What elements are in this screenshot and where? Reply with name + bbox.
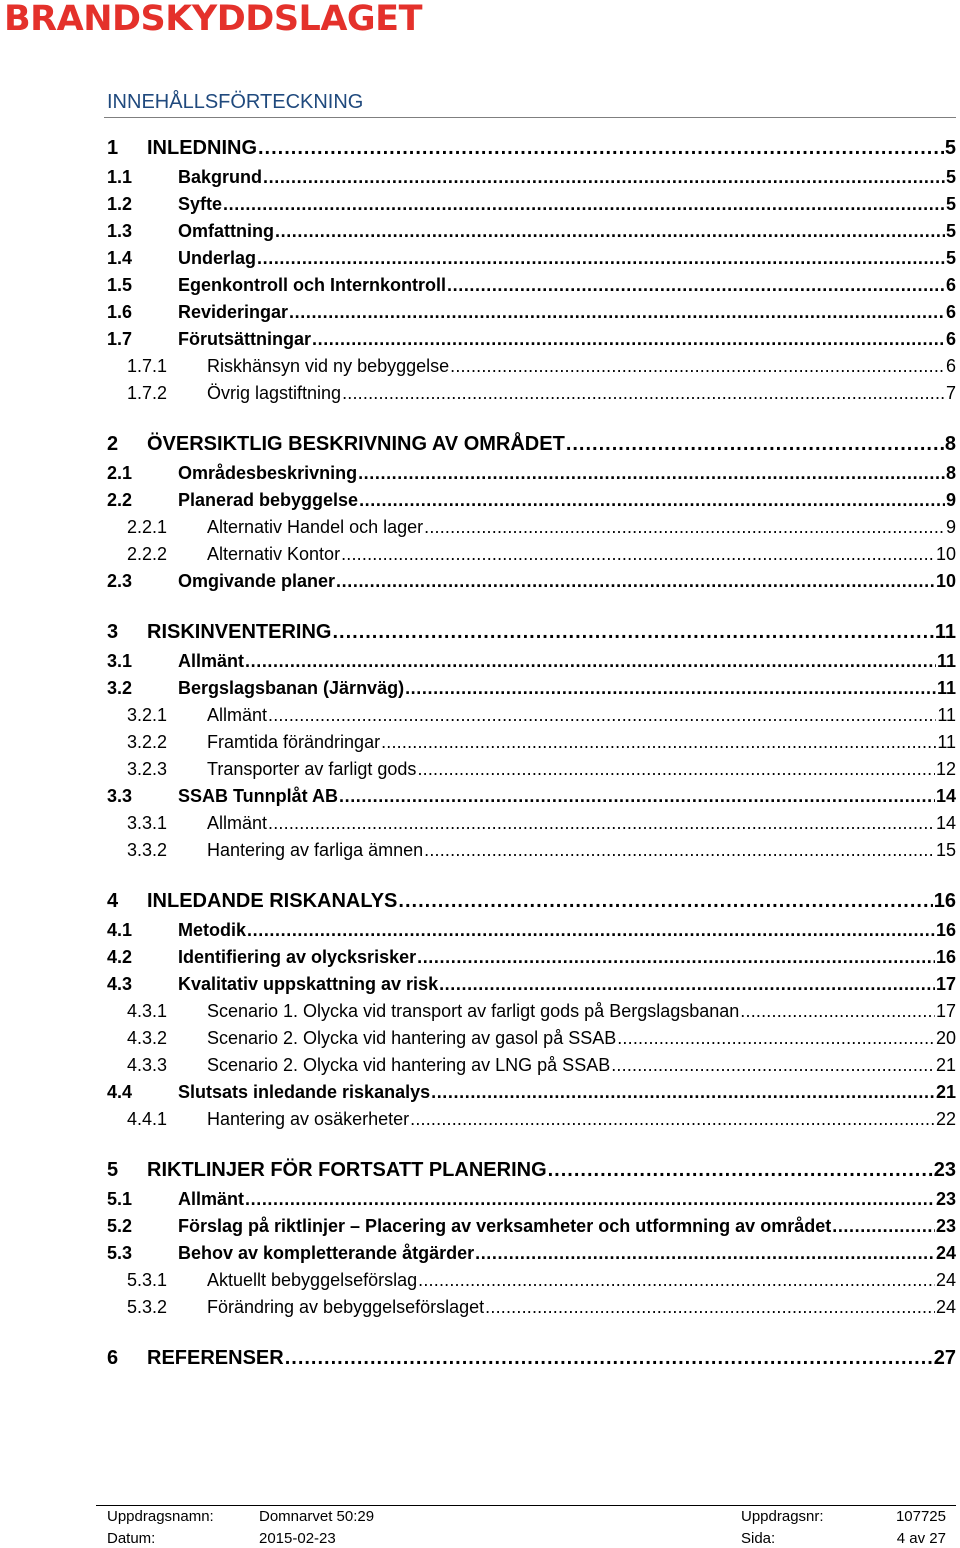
- toc-dot-leader: [424, 517, 945, 538]
- toc-entry[interactable]: [107, 245, 956, 269]
- toc-entry[interactable]: [107, 460, 956, 484]
- toc-entry-number: 2.1: [107, 463, 133, 483]
- toc-entry-label: Förslag på riktlinjer – Placering av verksamheter och utformning av området: [178, 1216, 832, 1236]
- toc-entry-page: 23: [933, 1159, 956, 1181]
- toc-entry-number: 3.2: [107, 678, 133, 698]
- toc-entry-label: Områdesbeskrivning: [178, 463, 358, 483]
- toc-dot-leader: [245, 1189, 935, 1210]
- toc-entry-label: Slutsats inledande riskanalys: [178, 1082, 431, 1102]
- toc-entry-page: 17: [935, 974, 956, 994]
- toc-entry-number: 1.1: [107, 167, 133, 187]
- toc-entry-label: Allmänt: [178, 651, 245, 671]
- toc-entry-label: ÖVERSIKTLIG BESKRIVNING AV OMRÅDET: [147, 433, 565, 455]
- toc-entry-page: 6: [945, 302, 956, 322]
- toc-entry[interactable]: [107, 1025, 956, 1049]
- toc-entry-label: Framtida förändringar: [207, 732, 381, 752]
- toc-entry[interactable]: [107, 675, 956, 699]
- toc-entry-number: 1.7: [107, 329, 133, 349]
- toc-dot-leader: [342, 383, 945, 404]
- brand-logo: BRANDSKYDDSLAGET: [4, 0, 422, 39]
- toc-entry-label: Scenario 2. Olycka vid hantering av LNG på SSAB: [207, 1055, 611, 1075]
- toc-entry-label: REFERENSER: [147, 1347, 284, 1369]
- toc-entry-page: 8: [945, 463, 956, 483]
- toc-entry-label: Förändring av bebyggelseförslaget: [207, 1297, 485, 1317]
- toc-entry-page: 8: [944, 433, 956, 455]
- footer-assignment-name-label: Uppdragsnamn:: [107, 1508, 214, 1525]
- toc-entry-number: 4: [107, 890, 119, 912]
- toc-entry-label: Planerad bebyggelse: [178, 490, 359, 510]
- toc-entry-label: Alternativ Handel och lager: [207, 517, 424, 537]
- toc-entry-page: 21: [935, 1082, 956, 1102]
- toc-entry-page: 5: [944, 137, 956, 159]
- toc-entry-number: 4.4.1: [127, 1109, 168, 1129]
- toc-dot-leader: [258, 137, 944, 160]
- toc-entry-label: Allmänt: [207, 705, 268, 725]
- toc-dot-leader: [439, 974, 935, 995]
- footer-assignment-name-value: Domnarvet 50:29: [259, 1508, 375, 1525]
- toc-entry[interactable]: [107, 1240, 956, 1264]
- toc-entry-number: 1.7.2: [127, 383, 168, 403]
- toc-entry-label: Metodik: [178, 920, 247, 940]
- toc-entry[interactable]: [107, 889, 956, 913]
- toc-dot-leader: [358, 463, 945, 484]
- toc-dot-leader: [359, 490, 945, 511]
- toc-dot-leader: [611, 1055, 935, 1076]
- toc-dot-leader: [417, 947, 935, 968]
- toc-entry[interactable]: [107, 432, 956, 456]
- toc-entry-label: Riskhänsyn vid ny bebyggelse: [207, 356, 450, 376]
- toc-entry-number: 1.3: [107, 221, 133, 241]
- footer-divider: [96, 1505, 956, 1506]
- toc-entry-page: 5: [945, 194, 956, 214]
- toc-entry-number: 3: [107, 621, 119, 643]
- toc-entry-number: 2: [107, 433, 119, 455]
- toc-entry-number: 3.3.1: [127, 813, 168, 833]
- toc-entry-number: 3.2.3: [127, 759, 168, 779]
- toc-entry-label: Behov av kompletterande åtgärder: [178, 1243, 475, 1263]
- toc-entry-page: 11: [936, 678, 956, 698]
- toc-entry-page: 6: [945, 275, 956, 295]
- toc-entry-number: 5.3.1: [127, 1270, 168, 1290]
- toc-entry-label: RIKTLINJER FÖR FORTSATT PLANERING: [147, 1159, 547, 1181]
- toc-dot-leader: [617, 1028, 935, 1049]
- toc-dot-leader: [418, 1270, 935, 1291]
- toc-entry-number: 2.2.2: [127, 544, 168, 564]
- toc-title: INNEHÅLLSFÖRTECKNING: [107, 91, 364, 113]
- toc-entry-page: 11: [934, 621, 956, 643]
- toc-entry-number: 5.1: [107, 1189, 133, 1209]
- toc-entry-label: Scenario 1. Olycka vid transport av farligt gods på Bergslagsbanan: [207, 1001, 740, 1021]
- toc-entry-number: 3.1: [107, 651, 133, 671]
- toc-entry-label: Egenkontroll och Internkontroll: [178, 275, 447, 295]
- toc-dot-leader: [485, 1297, 935, 1318]
- toc-entry[interactable]: [107, 326, 956, 350]
- toc-dot-leader: [475, 1243, 935, 1264]
- toc-entry[interactable]: [107, 702, 956, 726]
- toc-entry[interactable]: [107, 729, 956, 753]
- toc-entry[interactable]: [107, 191, 956, 215]
- toc-entry-number: 5.2: [107, 1216, 133, 1236]
- toc-entry-page: 5: [945, 221, 956, 241]
- toc-entry-page: 15: [935, 840, 956, 860]
- toc-entry-label: Transporter av farligt gods: [207, 759, 417, 779]
- footer-page-value: 4 av 27: [896, 1530, 946, 1547]
- toc-entry-number: 5: [107, 1159, 119, 1181]
- toc-entry[interactable]: [107, 1294, 956, 1318]
- title-divider: [104, 117, 956, 118]
- toc-entry-page: 5: [945, 167, 956, 187]
- toc-entry[interactable]: [107, 756, 956, 780]
- toc-entry-label: Omgivande planer: [178, 571, 336, 591]
- toc-entry[interactable]: [107, 272, 956, 296]
- toc-dot-leader: [398, 890, 932, 913]
- toc-entry-number: 1.2: [107, 194, 133, 214]
- toc-entry-page: 27: [933, 1347, 956, 1369]
- toc-entry[interactable]: [107, 1346, 956, 1370]
- toc-dot-leader: [285, 1347, 933, 1370]
- toc-entry[interactable]: [107, 136, 956, 160]
- toc-entry-label: Hantering av osäkerheter: [207, 1109, 410, 1129]
- toc-entry-number: 4.1: [107, 920, 133, 940]
- toc-entry[interactable]: [107, 1186, 956, 1210]
- toc-entry-page: 16: [933, 890, 956, 912]
- toc-entry-page: 14: [935, 813, 956, 833]
- toc-entry[interactable]: [107, 1267, 956, 1291]
- toc-entry-page: 5: [945, 248, 956, 268]
- toc-entry[interactable]: [107, 164, 956, 188]
- toc-entry-page: 12: [935, 759, 956, 779]
- toc-entry-page: 9: [945, 517, 956, 537]
- toc-entry-label: Alternativ Kontor: [207, 544, 341, 564]
- toc-entry-label: Aktuellt bebyggelseförslag: [207, 1270, 418, 1290]
- toc-entry-page: 23: [935, 1216, 956, 1236]
- toc-entry[interactable]: [107, 971, 956, 995]
- toc-dot-leader: [740, 1001, 935, 1022]
- footer-page-label: Sida:: [741, 1530, 776, 1547]
- toc-entry-page: 10: [935, 571, 956, 591]
- toc-entry-page: 21: [935, 1055, 956, 1075]
- toc-entry-page: 16: [935, 947, 956, 967]
- toc-dot-leader: [275, 221, 945, 242]
- toc-entry-number: 4.3: [107, 974, 133, 994]
- toc-entry[interactable]: [107, 837, 956, 861]
- toc-entry[interactable]: [107, 944, 956, 968]
- toc-entry[interactable]: [107, 541, 956, 565]
- toc-dot-leader: [247, 920, 935, 941]
- toc-dot-leader: [405, 678, 936, 699]
- footer-date-value: 2015-02-23: [259, 1530, 336, 1547]
- toc-entry[interactable]: [107, 568, 956, 592]
- toc-entry[interactable]: [107, 620, 956, 644]
- toc-dot-leader: [312, 329, 945, 350]
- toc-entry[interactable]: [107, 299, 956, 323]
- toc-entry-page: 24: [935, 1270, 956, 1290]
- toc-entry-page: 9: [945, 490, 956, 510]
- toc-entry-label: INLEDANDE RISKANALYS: [147, 890, 398, 912]
- toc-entry-number: 4.3.2: [127, 1028, 168, 1048]
- toc-entry-label: Allmänt: [178, 1189, 245, 1209]
- toc-entry-page: 20: [935, 1028, 956, 1048]
- toc-entry-label: RISKINVENTERING: [147, 621, 332, 643]
- toc-entry-page: 11: [937, 705, 956, 725]
- toc-entry-label: Övrig lagstiftning: [207, 383, 342, 403]
- toc-entry[interactable]: [107, 1052, 956, 1076]
- toc-dot-leader: [431, 1082, 935, 1103]
- toc-entry-number: 2.2: [107, 490, 133, 510]
- toc-dot-leader: [548, 1159, 933, 1182]
- toc-dot-leader: [447, 275, 945, 296]
- toc-entry[interactable]: [107, 1158, 956, 1182]
- toc-entry-number: 1.6: [107, 302, 133, 322]
- toc-dot-leader: [223, 194, 945, 215]
- toc-dot-leader: [832, 1216, 935, 1237]
- toc-entry-page: 16: [935, 920, 956, 940]
- toc-entry-number: 5.3.2: [127, 1297, 168, 1317]
- toc-dot-leader: [263, 167, 945, 188]
- footer-assignment-no-value: 107725: [895, 1508, 946, 1525]
- toc-entry[interactable]: [107, 648, 956, 672]
- toc-dot-leader: [245, 651, 936, 672]
- toc-entry-page: 14: [935, 786, 956, 806]
- toc-entry-page: 11: [936, 651, 956, 671]
- toc-dot-leader: [417, 759, 935, 780]
- toc-entry-number: 4.3.1: [127, 1001, 168, 1021]
- toc-dot-leader: [424, 840, 935, 861]
- toc-dot-leader: [410, 1109, 935, 1130]
- toc-entry-number: 3.3: [107, 786, 133, 806]
- toc-entry-label: Syfte: [178, 194, 223, 214]
- toc-entry-page: 6: [945, 356, 956, 376]
- toc-entry[interactable]: [107, 810, 956, 834]
- toc-entry-page: 24: [935, 1243, 956, 1263]
- toc-entry-page: 23: [935, 1189, 956, 1209]
- toc-dot-leader: [268, 813, 935, 834]
- toc-entry-number: 2.2.1: [127, 517, 168, 537]
- toc-entry-number: 4.4: [107, 1082, 133, 1102]
- toc-entry-page: 17: [935, 1001, 956, 1021]
- toc-entry-number: 5.3: [107, 1243, 133, 1263]
- toc-dot-leader: [289, 302, 945, 323]
- toc-entry-page: 10: [935, 544, 956, 564]
- toc-dot-leader: [339, 786, 935, 807]
- toc-entry-number: 4.3.3: [127, 1055, 168, 1075]
- toc-dot-leader: [341, 544, 935, 565]
- toc-entry[interactable]: [107, 218, 956, 242]
- toc-entry-page: 6: [945, 329, 956, 349]
- toc-entry-label: Identifiering av olycksrisker: [178, 947, 417, 967]
- toc-entry[interactable]: [107, 1213, 956, 1237]
- toc-entry-label: Scenario 2. Olycka vid hantering av gasol på SSAB: [207, 1028, 617, 1048]
- toc-dot-leader: [450, 356, 945, 377]
- toc-entry-label: Omfattning: [178, 221, 274, 241]
- toc-entry-number: 6: [107, 1347, 119, 1369]
- toc-dot-leader: [257, 248, 945, 269]
- toc-entry-page: 24: [935, 1297, 956, 1317]
- toc-entry-label: Bergslagsbanan (Järnväg): [178, 678, 405, 698]
- toc-entry-number: 2.3: [107, 571, 133, 591]
- toc-entry-page: 11: [937, 732, 956, 752]
- toc-entry[interactable]: [107, 353, 956, 377]
- toc-entry-label: Hantering av farliga ämnen: [207, 840, 424, 860]
- toc-entry[interactable]: [107, 783, 956, 807]
- toc-entry[interactable]: [107, 917, 956, 941]
- toc-entry-number: 1.4: [107, 248, 133, 268]
- toc-entry-label: INLEDNING: [147, 137, 257, 159]
- toc-entry[interactable]: [107, 487, 956, 511]
- toc-entry-page: 22: [935, 1109, 956, 1129]
- toc-entry-number: 1.7.1: [127, 356, 168, 376]
- toc-dot-leader: [566, 433, 944, 456]
- toc-entry-label: Förutsättningar: [178, 329, 311, 349]
- toc-entry[interactable]: [107, 514, 956, 538]
- toc-dot-leader: [332, 621, 933, 644]
- toc-dot-leader: [268, 705, 936, 726]
- toc-entry-number: 4.2: [107, 947, 133, 967]
- toc-entry[interactable]: [107, 380, 956, 404]
- toc-entry-number: 1.5: [107, 275, 133, 295]
- toc-entry-label: Revideringar: [178, 302, 289, 322]
- toc-entry-label: Bakgrund: [178, 167, 263, 187]
- toc-entry-number: 3.2.1: [127, 705, 168, 725]
- footer-assignment-no-label: Uppdragsnr:: [741, 1508, 824, 1525]
- toc-entry-label: Underlag: [178, 248, 257, 268]
- toc-entry-number: 3.2.2: [127, 732, 168, 752]
- toc-entry-page: 7: [945, 383, 956, 403]
- toc-entry-number: 1: [107, 137, 119, 159]
- toc-entry-number: 3.3.2: [127, 840, 168, 860]
- toc-entry-label: Allmänt: [207, 813, 268, 833]
- toc-entry-label: Kvalitativ uppskattning av risk: [178, 974, 439, 994]
- toc-dot-leader: [336, 571, 935, 592]
- toc-dot-leader: [381, 732, 936, 753]
- toc-entry[interactable]: [107, 998, 956, 1022]
- toc-entry[interactable]: [107, 1079, 956, 1103]
- toc-entry[interactable]: [107, 1106, 956, 1130]
- toc-entry-label: SSAB Tunnplåt AB: [178, 786, 338, 806]
- footer-date-label: Datum:: [107, 1530, 156, 1547]
